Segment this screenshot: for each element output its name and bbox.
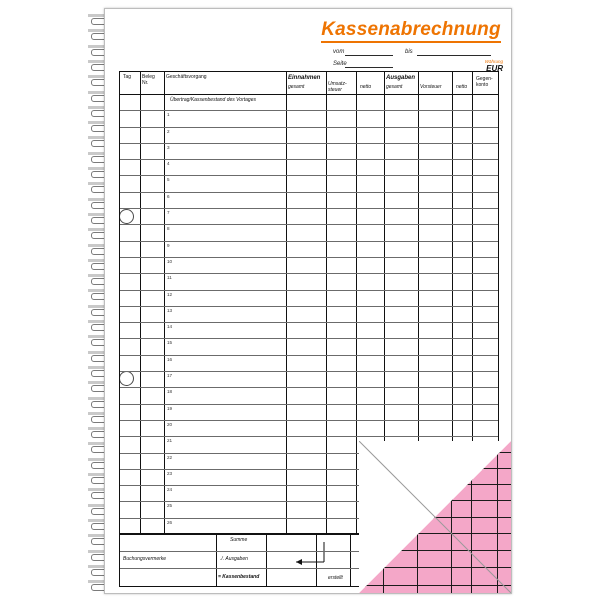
- field-label-seite: Seite: [333, 61, 347, 67]
- column-separator: [286, 72, 287, 534]
- footer-minus-label: ./. Ausgaben: [220, 556, 248, 562]
- row-number: 5: [167, 177, 170, 183]
- row-number: 6: [167, 193, 170, 199]
- table-row: [120, 110, 498, 111]
- field-rule-bis: [417, 55, 491, 56]
- column-separator: [164, 72, 165, 534]
- table-row: [120, 338, 498, 339]
- col-header-ausgaben-gesamt: gesamt: [386, 84, 403, 90]
- row-number: 11: [167, 275, 172, 281]
- table-row: [120, 404, 498, 405]
- column-separator: [326, 72, 327, 534]
- table-row: [120, 355, 498, 356]
- footer-column-separator: [266, 534, 267, 586]
- footer-left-label: Buchungsvermerke: [123, 556, 167, 562]
- row-number: 22: [167, 454, 173, 460]
- table-row: [120, 257, 498, 258]
- row-number: 12: [167, 291, 173, 297]
- table-row: [120, 192, 498, 193]
- table-row: [120, 436, 498, 437]
- table-row: [120, 241, 498, 242]
- col-header-einnahmen-umsatzsteuer: Umsatz- steuer: [328, 81, 347, 93]
- row-number: 13: [167, 307, 173, 313]
- fold-diagonal: [359, 441, 511, 593]
- page-title: Kassenabrechnung: [321, 19, 501, 43]
- field-rule-seite: [345, 67, 393, 68]
- col-header-tag: Tag: [123, 74, 132, 80]
- table-row: [120, 175, 498, 176]
- row-number: 14: [167, 324, 173, 330]
- row-number: 8: [167, 226, 170, 232]
- form-sheet: [104, 8, 512, 594]
- table-row: [120, 127, 498, 128]
- field-label-bis: bis: [405, 49, 413, 55]
- row-number: 21: [167, 438, 173, 444]
- col-header-ausgaben-vorsteuer: Vorsteuer: [420, 84, 442, 90]
- col-header-beleg: Beleg Nr.: [142, 74, 155, 86]
- footer-sum-label: Summe: [230, 537, 248, 543]
- row-number: 15: [167, 340, 173, 346]
- table-row: [120, 322, 498, 323]
- table-row: [120, 273, 498, 274]
- table-row: [120, 208, 498, 209]
- col-header-gegenkonto: Gegen- konto: [476, 76, 493, 88]
- row-number: 2: [167, 128, 170, 134]
- footer-column-separator: [350, 534, 351, 586]
- row-number: 24: [167, 487, 173, 493]
- table-row: [120, 420, 498, 421]
- table-row: [120, 290, 498, 291]
- field-rule-vom: [345, 55, 393, 56]
- table-row: [120, 159, 498, 160]
- row-number: 23: [167, 470, 173, 476]
- col-header-vorgang: Geschäftsvorgang: [166, 74, 207, 80]
- field-label-vom: vom: [333, 49, 345, 55]
- row-number: 18: [167, 389, 173, 395]
- row-number: 25: [167, 503, 173, 509]
- column-separator: [356, 72, 357, 534]
- table-row: [120, 224, 498, 225]
- row-number: 10: [167, 258, 173, 264]
- table-row: [120, 143, 498, 144]
- carry-row-label: Übertrag/Kassenbestand des Vortages: [170, 97, 256, 103]
- row-number: 9: [167, 242, 170, 248]
- table-row: [120, 306, 498, 307]
- row-number: 26: [167, 519, 173, 525]
- footer-column-separator: [216, 534, 217, 586]
- signature-erstellt: erstellt: [328, 575, 343, 581]
- row-number: 20: [167, 421, 173, 427]
- col-header-einnahmen: Einnahmen: [288, 75, 321, 81]
- row-number: 16: [167, 356, 173, 362]
- footer-column-separator: [316, 534, 317, 586]
- row-number: 1: [167, 112, 170, 118]
- currency-label: Währung: [484, 59, 503, 64]
- table-row: [120, 371, 498, 372]
- column-separator: [140, 72, 141, 534]
- table-row: [120, 387, 498, 388]
- footer-result-label: = Kassenbestand: [218, 574, 260, 580]
- row-number: 17: [167, 373, 173, 379]
- col-header-ausgaben: Ausgaben: [386, 75, 416, 81]
- col-header-einnahmen-netto: netto: [360, 84, 372, 90]
- row-number: 3: [167, 144, 170, 150]
- currency-value: EUR: [486, 64, 503, 73]
- col-header-einnahmen-gesamt: gesamt: [288, 84, 305, 90]
- row-number: 19: [167, 405, 173, 411]
- row-number: 7: [167, 210, 170, 216]
- col-header-ausgaben-netto: netto: [456, 84, 468, 90]
- header-bottom-rule: [120, 94, 498, 95]
- row-number: 4: [167, 161, 170, 167]
